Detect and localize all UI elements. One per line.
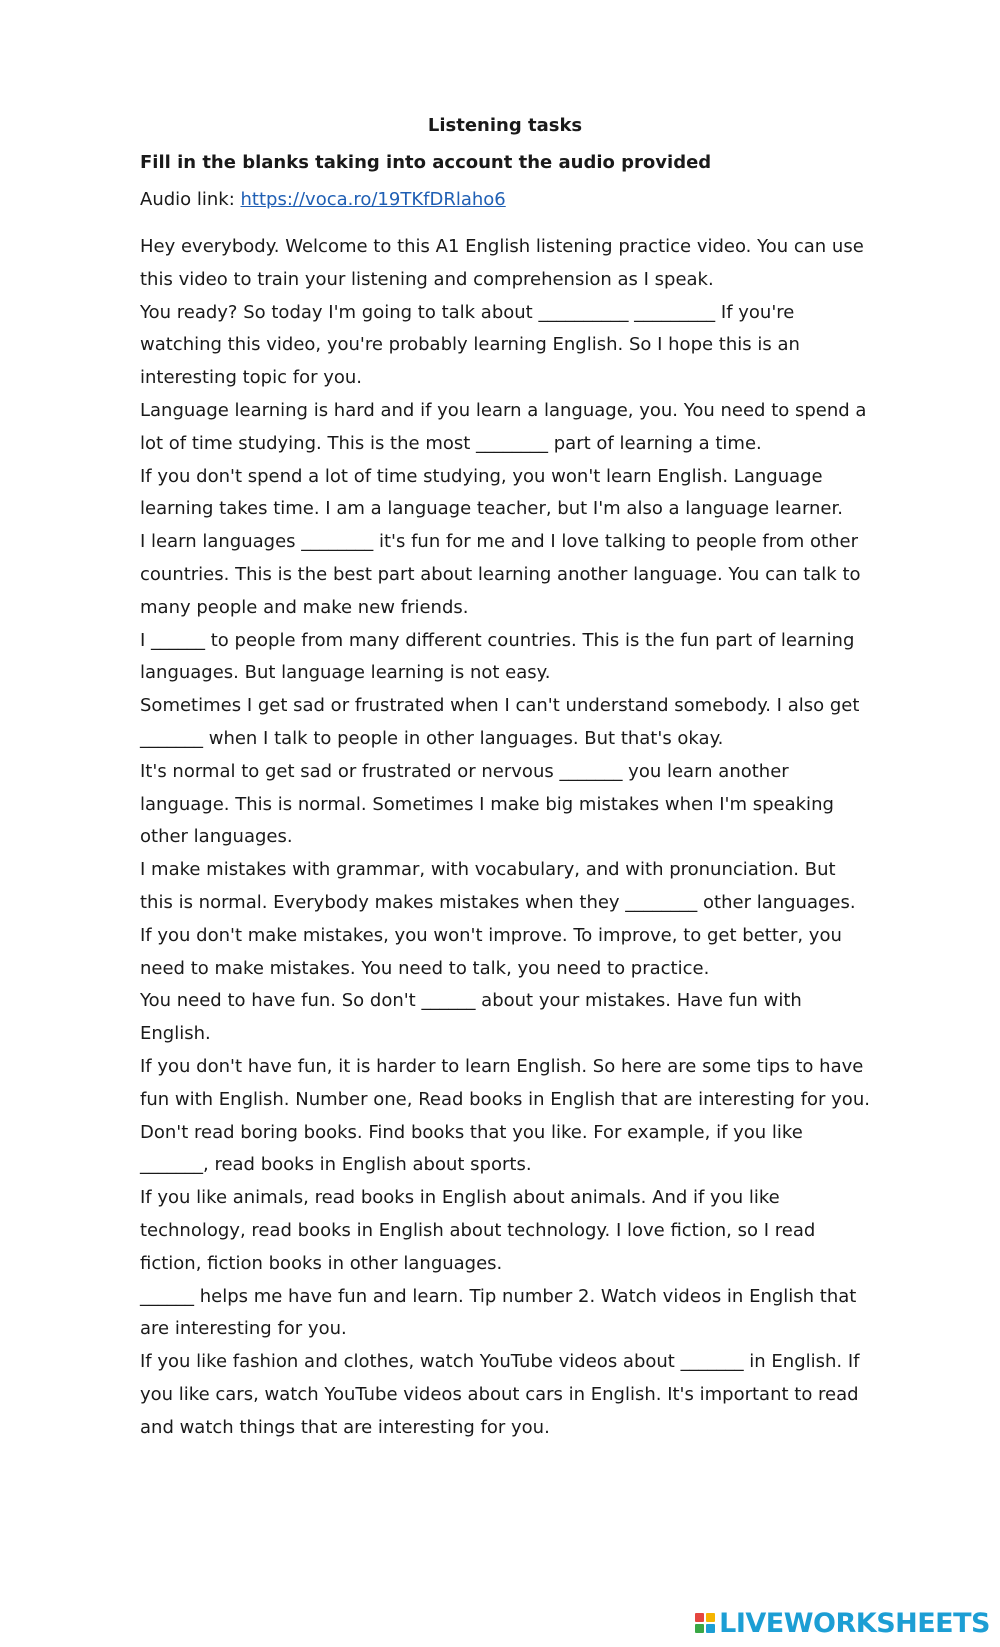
logo-square-icon	[706, 1613, 715, 1622]
paragraph: I learn languages ________ it's fun for me and I love talking to people from other countries. This is the best part about learning another language. You can talk to many people and make new friends.	[140, 531, 861, 618]
liveworksheets-logo	[695, 1608, 990, 1638]
paragraph: If you like fashion and clothes, watch YouTube videos about _______ in English. If you like cars, watch YouTube videos about cars in English. It's important to read and watch things that are interesting for you.	[140, 1351, 860, 1438]
paragraph: Sometimes I get sad or frustrated when I can't understand somebody. I also get _______ when I talk to people in other languages. But that's okay.	[140, 695, 860, 749]
paragraph: If you don't spend a lot of time studying, you won't learn English. Language learning takes time. I am a language teacher, but I'm also a language learner.	[140, 465, 843, 520]
paragraph: If you like animals, read books in English about animals. And if you like technology, read books in English about technology. I love fiction, so I read fiction, fiction books in other languages.	[140, 1187, 816, 1274]
paragraph: You need to have fun. So don't ______ about your mistakes. Have fun with English.	[140, 990, 802, 1045]
logo-text: LIVEWORKSHEETS	[719, 1607, 990, 1639]
audio-label: Audio link:	[140, 189, 241, 210]
paragraph: If you don't make mistakes, you won't improve. To improve, to get better, you need to make mistakes. You need to talk, you need to practice.	[140, 924, 842, 979]
page-title: Listening tasks	[427, 115, 583, 136]
logo-square-icon	[695, 1624, 704, 1633]
worksheet-page	[140, 112, 870, 1444]
paragraph: Language learning is hard and if you learn a language, you. You need to spend a lot of time studying. This is the most ________ part of learning a time.	[140, 399, 867, 454]
logo-square-icon	[706, 1624, 715, 1633]
logo-mark-icon	[695, 1613, 715, 1633]
paragraph: If you don't have fun, it is harder to learn English. So here are some tips to have fun with English. Number one, Read books in English that are interesting for you.	[140, 1055, 870, 1110]
audio-link[interactable]: https://voca.ro/19TKfDRlaho6	[240, 189, 506, 210]
paragraph: It's normal to get sad or frustrated or nervous _______ you learn another language. This is normal. Sometimes I make big mistakes when I'm speaking other languages.	[140, 760, 834, 848]
paragraph: ______ helps me have fun and learn. Tip number 2. Watch videos in English that are interesting for you.	[140, 1285, 857, 1340]
paragraph: You ready? So today I'm going to talk about __________ _________ If you're watching this video, you're probably learning English. So I hope this is an interesting topic for you.	[140, 301, 800, 389]
paragraph: Hey everybody. Welcome to this A1 English listening practice video. You can use this video to train your listening and comprehension as I speak.	[140, 236, 864, 290]
instruction-text: Fill in the blanks taking into account the audio provided	[140, 152, 712, 173]
paragraph: Don't read boring books. Find books that you like. For example, if you like _______, read books in English about sports.	[140, 1121, 803, 1176]
paragraph: I make mistakes with grammar, with vocabulary, and with pronunciation. But this is normal. Everybody makes mistakes when they ________ other languages.	[140, 859, 856, 913]
audio-link-row	[140, 186, 870, 214]
logo-square-icon	[695, 1613, 704, 1622]
paragraph: I ______ to people from many different countries. This is the fun part of learning languages. But language learning is not easy.	[140, 629, 855, 684]
